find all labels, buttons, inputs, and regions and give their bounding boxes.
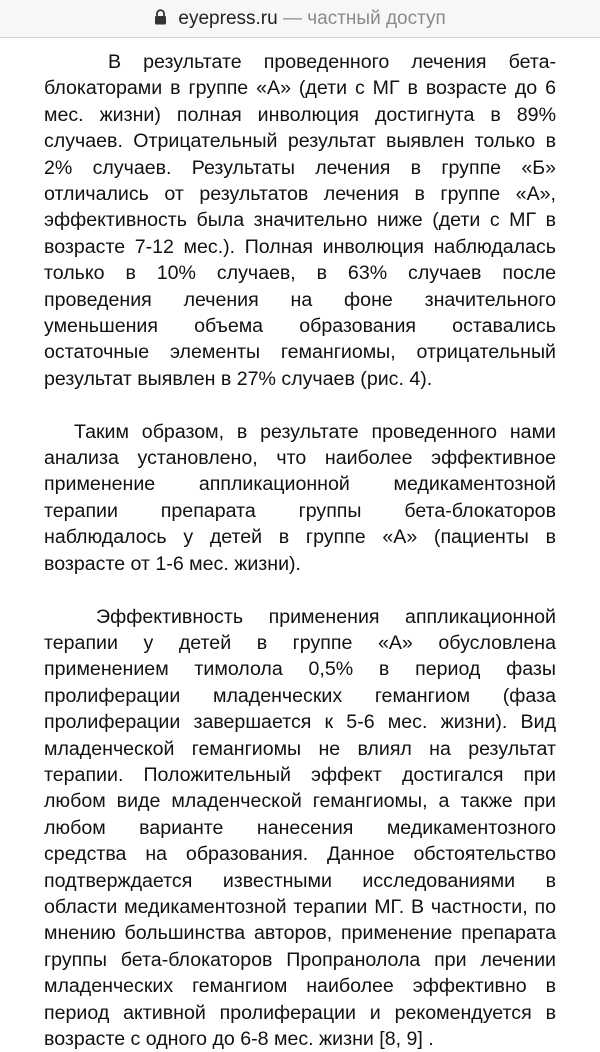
browser-address-bar[interactable]: [0, 0, 600, 38]
article-paragraph-2: Таким образом, в результате проведенного нами анализа установлено, что наиболее эффективное применение аппликационной медикаментозной терапии препарата группы бета-блокаторов наблюдалось у детей в группе «А» (пациенты в возрасте от 1-6 мес. жизни).: [44, 419, 556, 577]
lock-icon: [154, 9, 167, 25]
article-body: [44, 49, 556, 1052]
article-paragraph-1: В результате проведенного лечения бета-блокаторами в группе «А» (дети с МГ в возрасте до 6 мес. жизни) полная инволюция достигнута в 89% случаев. Отрицательный результат выявлен только в 2% случаев. Результаты лечения в группе «Б» отличались от результатов лечения в группе «А», эффективность была значительно ниже (дети с МГ в возрасте 7-12 мес.). Полная инволюция наблюдалась только в 10% случаев, в 63% случаев после проведения лечения на фоне значительного уменьшения объема образования оставались остаточные элементы гемангиомы, отрицательный результат выявлен в 27% случаев (рис. 4).: [44, 49, 556, 392]
article-paragraph-3: Эффективность применения аппликационной терапии у детей в группе «А» обусловлена применением тимолола 0,5% в период фазы пролиферации младенческих гемангиом (фаза пролиферации завершается к 5-6 мес. жизни). Вид младенческой гемангиомы не влиял на результат терапии. Положительный эффект достигался при любом виде младенческой гемангиомы, а также при любом варианте нанесения медикаментозного средства на образования. Данное обстоятельство подтверждается известными исследованиями в области медикаментозной терапии МГ. В частности, по мнению большинства авторов, применение препарата группы бета-блокаторов Пропранолола при лечении младенческих гемангиом наиболее эффективно в период активной пролиферации и рекомендуется в возрасте с одного до 6-8 мес. жизни [8, 9] .: [44, 604, 556, 1052]
domain-separator: —: [283, 8, 302, 29]
access-label: частный доступ: [307, 8, 446, 29]
site-domain: eyepress.ru: [178, 8, 277, 29]
